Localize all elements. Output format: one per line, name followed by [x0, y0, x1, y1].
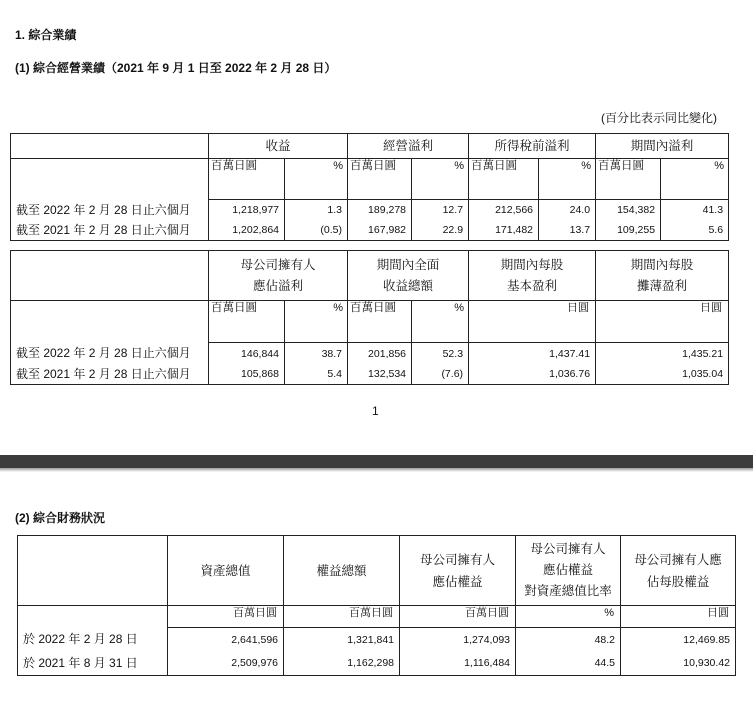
- unit-label: 百萬日圓: [348, 159, 412, 200]
- header-line: 應佔權益: [542, 563, 593, 577]
- header-line: 母公司擁有人: [419, 552, 495, 567]
- header-line: 資產總值: [200, 563, 251, 578]
- header-line: 母公司擁有人: [530, 542, 606, 556]
- table-cell: 1,162,298: [284, 652, 400, 676]
- header-line: 基本盈利: [507, 278, 558, 293]
- unit-label: 百萬日圓: [284, 606, 400, 628]
- unit-label: 百萬日圓: [209, 301, 285, 343]
- percentage-note: (百分比表示同比變化): [601, 111, 717, 125]
- table-cell: 1,116,484: [400, 652, 516, 676]
- header-line: 佔每股權益: [646, 574, 710, 589]
- table-cell: 5.4: [285, 365, 348, 385]
- header-operating-profit: 經營溢利: [348, 134, 469, 159]
- header-line: 對資產總值比率: [524, 584, 612, 598]
- page-separator-shadow: [0, 468, 753, 472]
- header-line: 期間內每股: [630, 257, 694, 272]
- header-line: 權益總額: [316, 563, 367, 578]
- table-cell: 154,382: [596, 200, 661, 221]
- table-cell: 2,641,596: [168, 628, 284, 652]
- table-cell: 1,435.21: [596, 343, 729, 365]
- table-cell: 52.3: [412, 343, 469, 365]
- table-cell: 1,036.76: [469, 365, 596, 385]
- table-cell: 24.0: [539, 200, 596, 221]
- header-line: 期間內全面: [376, 257, 440, 272]
- table-cell: 38.7: [285, 343, 348, 365]
- header-total-equity: [284, 536, 400, 606]
- header-attributable-profit: [209, 251, 348, 301]
- header-line: 收益總額: [383, 278, 434, 293]
- header-line: 攤薄盈利: [637, 278, 688, 293]
- page-number: 1: [372, 404, 379, 418]
- table-cell: 1,218,977: [209, 200, 285, 221]
- header-equity-ratio: [516, 536, 621, 606]
- row-label: 截至 2021 年 2 月 28 日止六個月: [16, 367, 191, 381]
- table-cell: 22.9: [412, 221, 469, 241]
- yen-label: 日圓: [469, 301, 596, 343]
- table-cell: 5.6: [661, 221, 729, 241]
- table-cell: 41.3: [661, 200, 729, 221]
- unit-label: 百萬日圓: [168, 606, 284, 628]
- header-total-assets: [168, 536, 284, 606]
- pct-label: %: [285, 159, 348, 200]
- table-cell: 13.7: [539, 221, 596, 241]
- table-cell: (0.5): [285, 221, 348, 241]
- header-line: 母公司擁有人: [240, 257, 316, 272]
- table-cell: 12,469.85: [621, 628, 736, 652]
- table-cell: 189,278: [348, 200, 412, 221]
- table-cell: (7.6): [412, 365, 469, 385]
- results-subheading: (1) 綜合經營業績（2021 年 9 月 1 日至 2022 年 2 月 28 日）: [15, 61, 337, 75]
- table-cell: 12.7: [412, 200, 469, 221]
- unit-label: 百萬日圓: [209, 159, 285, 200]
- corner-cell: [11, 251, 209, 301]
- header-diluted-eps: [596, 251, 729, 301]
- table-cell: 212,566: [469, 200, 539, 221]
- table-cell: 1,274,093: [400, 628, 516, 652]
- table-cell: 10,930.42: [621, 652, 736, 676]
- pct-label: %: [539, 159, 596, 200]
- row-labels-cell: [11, 301, 209, 385]
- corner-cell: [18, 536, 168, 606]
- unit-label: 百萬日圓: [469, 159, 539, 200]
- header-line: 期間內每股: [500, 257, 564, 272]
- table-cell: 1,202,864: [209, 221, 285, 241]
- header-comprehensive-income: [348, 251, 469, 301]
- table-cell: 1,437.41: [469, 343, 596, 365]
- table-cell: 167,982: [348, 221, 412, 241]
- header-line: 母公司擁有人應: [634, 552, 722, 567]
- table-cell: 171,482: [469, 221, 539, 241]
- row-labels-cell: [11, 159, 209, 241]
- pct-label: %: [412, 159, 469, 200]
- yen-label: 日圓: [596, 301, 729, 343]
- table-cell: 1,035.04: [596, 365, 729, 385]
- table-cell: 146,844: [209, 343, 285, 365]
- header-line: 應佔權益: [432, 574, 483, 589]
- header-revenue: 收益: [209, 134, 348, 159]
- table-cell: 2,509,976: [168, 652, 284, 676]
- header-equity-per-share: [621, 536, 736, 606]
- unit-label: 日圓: [621, 606, 736, 628]
- unit-label: 百萬日圓: [348, 301, 412, 343]
- header-attributable-equity: [400, 536, 516, 606]
- table-cell: 109,255: [596, 221, 661, 241]
- financial-position-table: [17, 535, 736, 676]
- row-label: 截至 2022 年 2 月 28 日止六個月: [16, 203, 191, 217]
- section-heading: 1. 綜合業績: [15, 28, 77, 42]
- page-separator: [0, 455, 753, 468]
- row-label: 截至 2021 年 2 月 28 日止六個月: [16, 223, 191, 237]
- table-cell: 1.3: [285, 200, 348, 221]
- financial-position-subheading: (2) 綜合財務狀況: [15, 511, 106, 525]
- row-labels-cell: [18, 606, 168, 676]
- row-label: 截至 2022 年 2 月 28 日止六個月: [16, 346, 191, 360]
- results-table: [10, 133, 729, 241]
- table-cell: 48.2: [516, 628, 621, 652]
- header-basic-eps: [469, 251, 596, 301]
- unit-label: 百萬日圓: [596, 159, 661, 200]
- table-cell: 132,534: [348, 365, 412, 385]
- table-cell: 1,321,841: [284, 628, 400, 652]
- table-cell: 44.5: [516, 652, 621, 676]
- table-cell: 105,868: [209, 365, 285, 385]
- header-profit-before-tax: 所得稅前溢利: [469, 134, 596, 159]
- unit-label: 百萬日圓: [400, 606, 516, 628]
- unit-label: %: [516, 606, 621, 628]
- pct-label: %: [661, 159, 729, 200]
- pct-label: %: [412, 301, 469, 343]
- corner-cell: [11, 134, 209, 159]
- header-profit-for-period: 期間內溢利: [596, 134, 729, 159]
- pct-label: %: [285, 301, 348, 343]
- table-cell: 201,856: [348, 343, 412, 365]
- results-table-2: [10, 250, 729, 385]
- row-label: 於 2021 年 8 月 31 日: [23, 656, 138, 670]
- header-line: 應佔溢利: [253, 278, 304, 293]
- row-label: 於 2022 年 2 月 28 日: [23, 632, 138, 646]
